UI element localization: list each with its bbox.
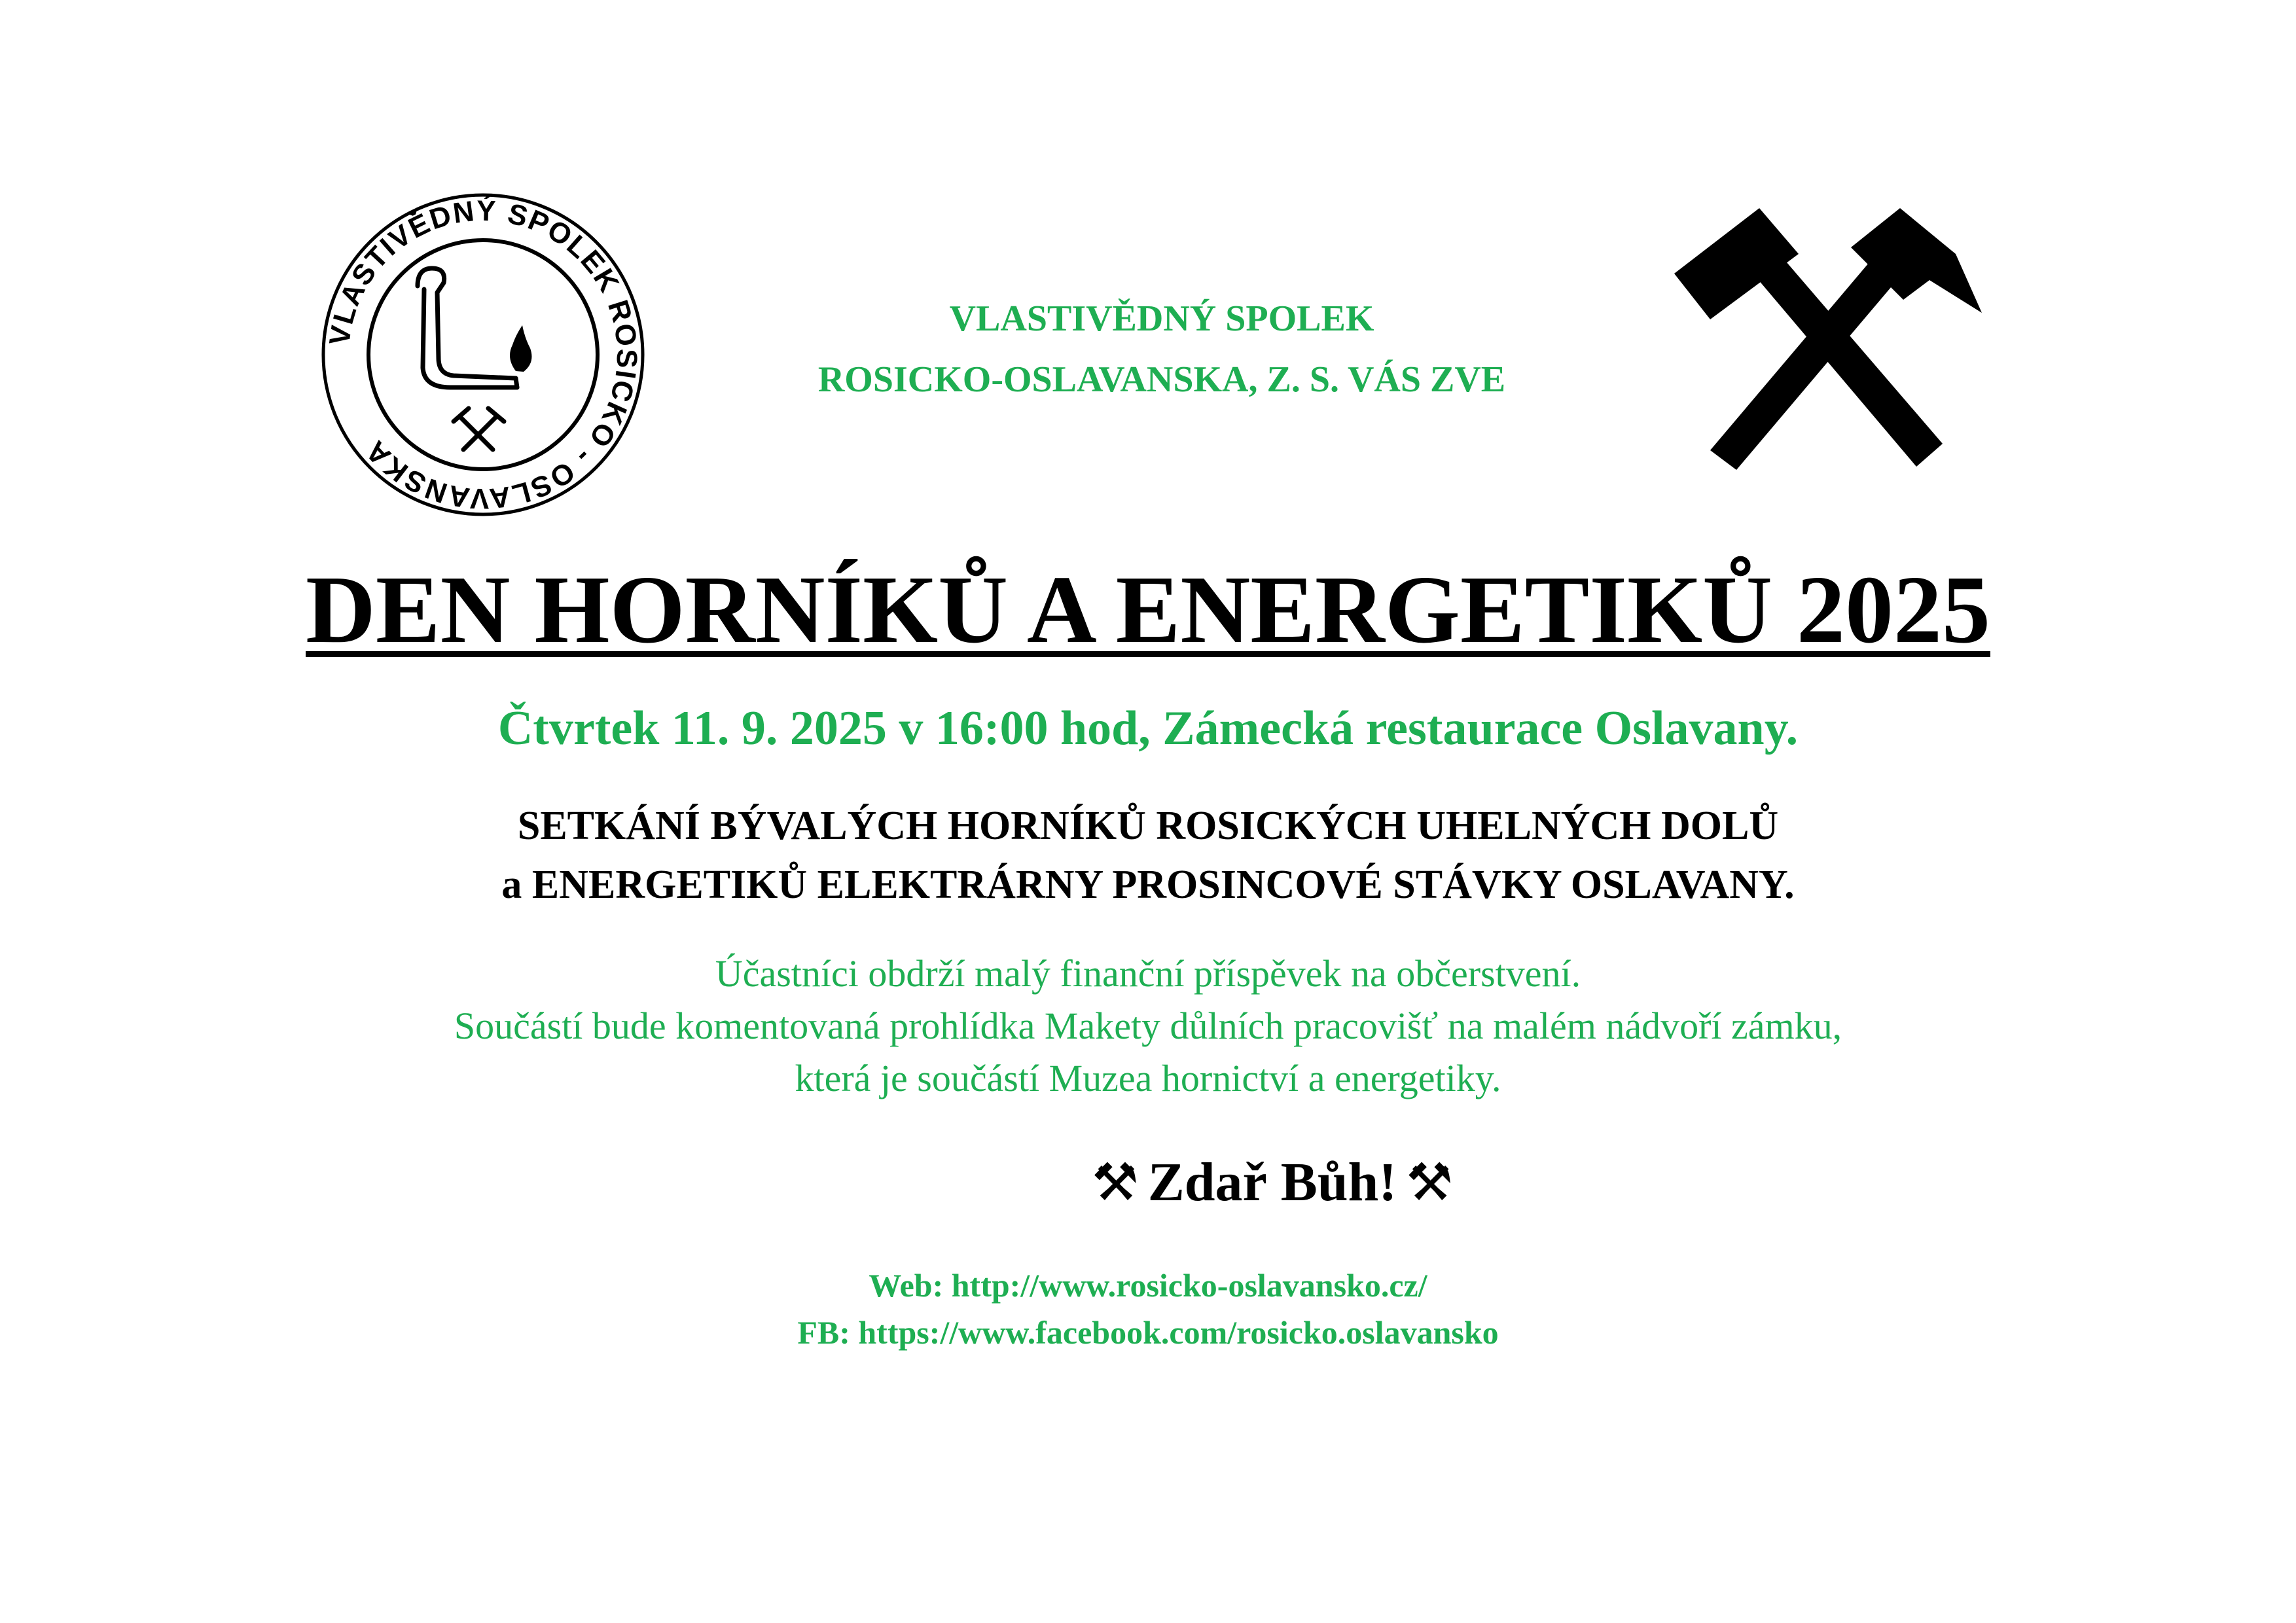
greeting [124,1147,2296,1219]
meeting-line-2: a ENERGETIKŮ ELEKTRÁRNY PROSINCOVÉ STÁVKY OSLAVANY. [501,863,1795,907]
event-title-text: DEN HORNÍKŮ A ENERGETIKŮ 2025 [306,556,1990,664]
event-date-place: Čtvrtek 11. 9. 2025 v 16:00 hod, Zámecká restaurace Oslavany. [497,702,1799,755]
info-line-1: Účastníci obdrží malý finanční příspěvek na občerstvení. [715,952,1581,995]
svg-text:VLASTIVĚDNÝ SPOLEK ROSICKO - O [323,194,643,515]
hammers-glyph-right-icon: ⚒ [1406,1152,1453,1213]
crossed-hammers-icon [1674,208,1982,476]
greeting-text: Zdař Bůh! [1147,1152,1397,1213]
event-title [0,558,2296,662]
meeting-line-1: SETKÁNÍ BÝVALÝCH HORNÍKŮ ROSICKÝCH UHELNÝCH DOLŮ [517,804,1779,848]
seal-ring-text: VLASTIVĚDNÝ SPOLEK ROSICKO - OSLAVANSKA [323,194,643,515]
society-seal-logo [319,191,647,518]
facebook-link[interactable]: FB: https://www.facebook.com/rosicko.oslavansko [797,1314,1499,1351]
hammers-glyph-left-icon: ⚒ [1092,1152,1139,1213]
web-link[interactable]: Web: http://www.rosicko-oslavansko.cz/ [869,1267,1427,1304]
info-line-2: Součástí bude komentovaná prohlídka Makety důlních pracovišť na malém nádvoří zámku, [454,1005,1842,1047]
organizer-line-1: VLASTIVĚDNÝ SPOLEK [949,298,1374,339]
info-line-3: která je součástí Muzea hornictví a energetiky. [795,1057,1501,1099]
organizer-line-2: ROSICKO-OSLAVANSKA, Z. S. VÁS ZVE [817,359,1506,400]
